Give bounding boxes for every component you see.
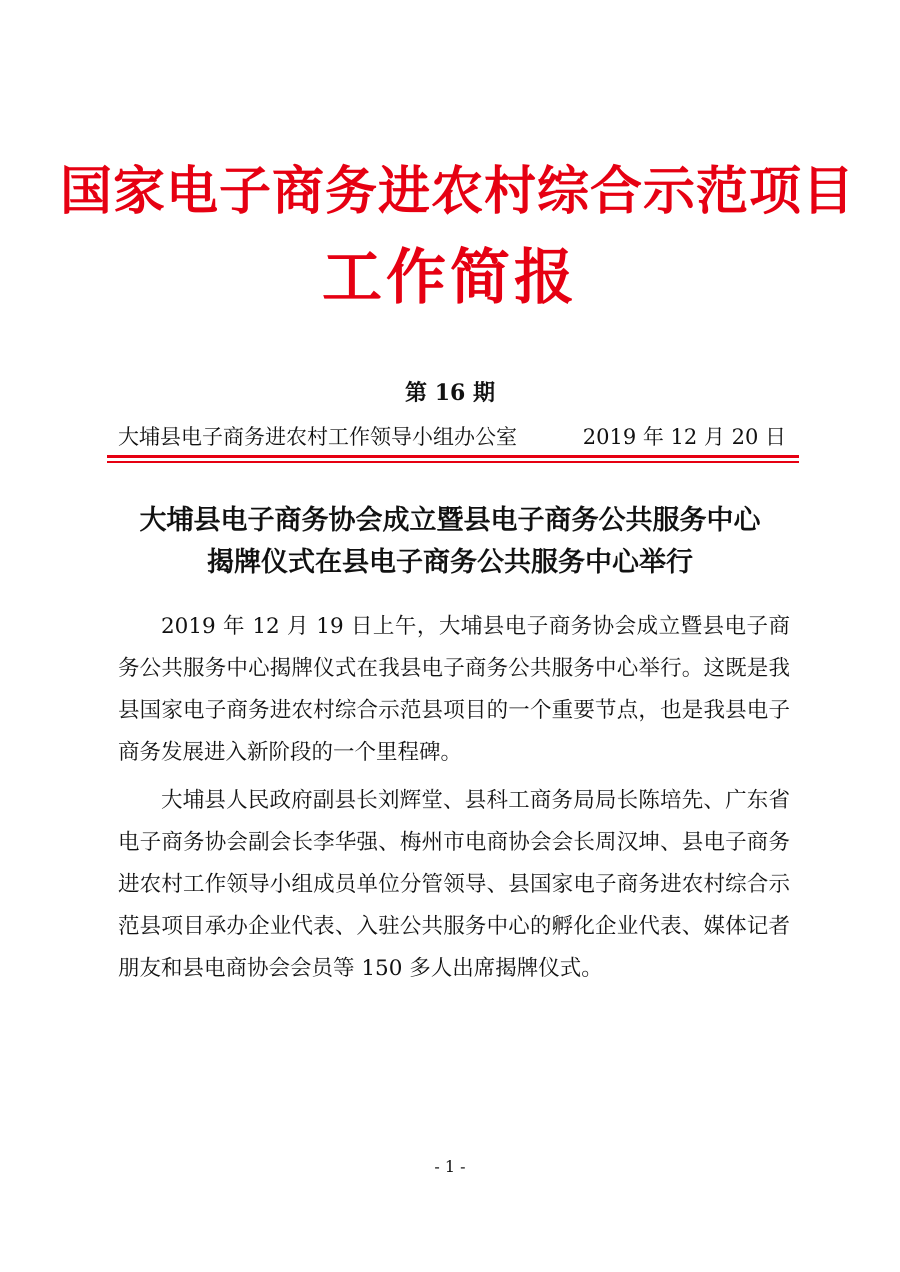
masthead-title: 国家电子商务进农村综合示范项目 [60, 161, 856, 222]
article-title-line1: 大埔县电子商务协会成立暨县电子商务公共服务中心 [139, 505, 761, 536]
issue-number: 第 16 期 [405, 380, 495, 406]
article-title [60, 500, 840, 584]
article-paragraph: 大埔县人民政府副县长刘辉堂、县科工商务局局长陈培先、广东省电子商务协会副会长李华强、梅州市电商协会会长周汉坤、县电子商务进农村工作领导小组成员单位分管领导、县国家电子商务进农村综合示范县项目承办企业代表、入驻公共服务中心的孵化企业代表、媒体记者朋友和县电商协会会员等 150 多人出席揭牌仪式。 [118, 788, 790, 981]
issuer-office: 大埔县电子商务进农村工作领导小组办公室 [118, 425, 517, 449]
issue-date: 2019 年 12 月 20 日 [582, 425, 786, 449]
masthead-subtitle: 工作简报 [322, 243, 578, 313]
article-body [118, 606, 790, 996]
issuer-line [118, 422, 786, 452]
page-number: - 1 - [434, 1157, 466, 1176]
article-title-line2: 揭牌仪式在县电子商务公共服务中心举行 [207, 547, 693, 578]
red-divider-thin [107, 461, 799, 463]
article-paragraph: 2019 年 12 月 19 日上午，大埔县电子商务协会成立暨县电子商务公共服务中心揭牌仪式在我县电子商务公共服务中心举行。这既是我县国家电子商务进农村综合示范县项目的一个重要节点，也是我县电子商务发展进入新阶段的一个里程碑。 [118, 614, 790, 765]
red-divider-thick [107, 455, 799, 458]
